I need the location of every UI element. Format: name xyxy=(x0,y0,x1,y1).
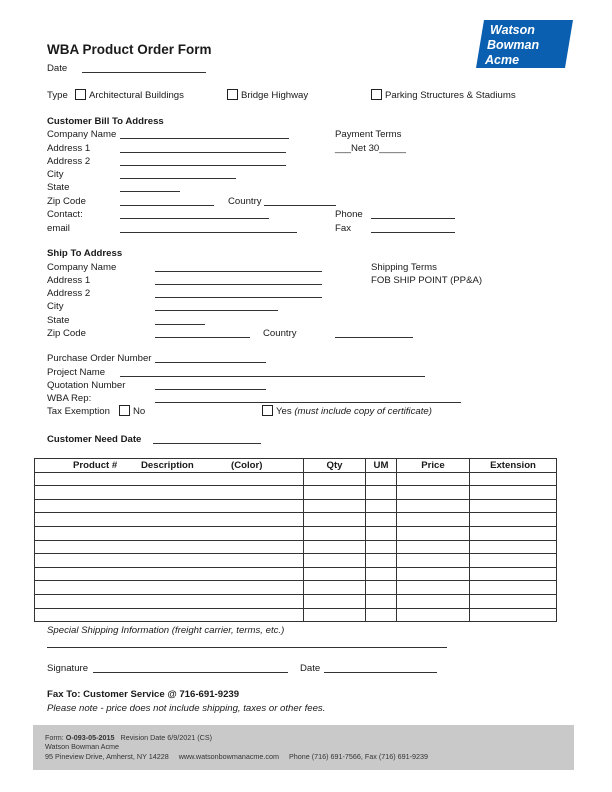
footer-contact: Phone (716) 691-7566, Fax (716) 691-9239 xyxy=(288,752,429,761)
table-cell[interactable] xyxy=(35,581,304,595)
bill-zip-field[interactable] xyxy=(120,205,214,206)
payment-terms-label: Payment Terms xyxy=(335,129,402,140)
table-header-price: Price xyxy=(397,459,470,473)
table-cell[interactable] xyxy=(470,554,557,568)
checkbox-architectural[interactable] xyxy=(75,89,86,100)
table-cell[interactable] xyxy=(35,526,304,540)
need-date-field[interactable] xyxy=(153,443,261,444)
table-cell[interactable] xyxy=(397,540,470,554)
ship-state-field[interactable] xyxy=(155,324,205,325)
table-cell[interactable] xyxy=(470,472,557,486)
logo-text-bowman: Bowman xyxy=(487,38,540,52)
table-row xyxy=(35,499,557,513)
table-header-color: (Color) xyxy=(231,460,263,471)
table-cell[interactable] xyxy=(366,594,397,608)
tax-exemption-label: Tax Exemption xyxy=(47,406,110,417)
special-shipping-field[interactable] xyxy=(47,647,447,648)
table-header-um: UM xyxy=(366,459,397,473)
project-field[interactable] xyxy=(120,376,425,377)
table-cell[interactable] xyxy=(35,513,304,527)
bill-phone-label: Phone xyxy=(335,209,363,220)
option-architectural-label: Architectural Buildings xyxy=(89,90,184,101)
bill-to-heading: Customer Bill To Address xyxy=(47,116,164,127)
logo-text-acme: Acme xyxy=(485,53,520,67)
ship-company-label: Company Name xyxy=(47,262,117,273)
table-cell[interactable] xyxy=(304,567,366,581)
bill-fax-label: Fax xyxy=(335,223,351,234)
bill-state-label: State xyxy=(47,182,70,193)
table-cell[interactable] xyxy=(366,499,397,513)
table-cell[interactable] xyxy=(304,608,366,622)
table-cell[interactable] xyxy=(35,594,304,608)
table-cell[interactable] xyxy=(397,486,470,500)
option-bridge-label: Bridge Highway xyxy=(241,90,309,101)
quotation-field[interactable] xyxy=(155,389,266,390)
footer-website: www.watsonbowmanacme.com xyxy=(178,752,279,761)
table-cell[interactable] xyxy=(397,472,470,486)
table-header-qty: Qty xyxy=(304,459,366,473)
po-label: Purchase Order Number xyxy=(47,353,152,364)
table-cell[interactable] xyxy=(304,581,366,595)
need-date-label: Customer Need Date xyxy=(47,434,142,445)
table-cell[interactable] xyxy=(35,540,304,554)
rep-field[interactable] xyxy=(155,402,461,403)
shipping-fob-value: FOB SHIP POINT (PP&A) xyxy=(371,275,483,286)
table-cell[interactable] xyxy=(366,513,397,527)
table-row xyxy=(35,554,557,568)
bill-address1-field[interactable] xyxy=(120,152,286,153)
type-label: Type xyxy=(47,90,68,101)
table-row xyxy=(35,540,557,554)
ship-country-label: Country xyxy=(263,328,297,339)
table-row xyxy=(35,486,557,500)
bill-address1-label: Address 1 xyxy=(47,143,91,154)
table-cell[interactable] xyxy=(470,526,557,540)
table-cell[interactable] xyxy=(397,567,470,581)
table-header-extension: Extension xyxy=(470,459,557,473)
signature-field[interactable] xyxy=(93,672,288,673)
table-cell[interactable] xyxy=(470,540,557,554)
table-header-description: Description xyxy=(141,460,194,471)
tax-yes-text: Yes xyxy=(276,406,292,417)
tax-yes-label xyxy=(276,406,432,418)
option-parking-label: Parking Structures & Stadiums xyxy=(385,90,516,101)
table-cell[interactable] xyxy=(397,554,470,568)
table-cell[interactable] xyxy=(35,499,304,513)
table-cell[interactable] xyxy=(366,567,397,581)
table-cell[interactable] xyxy=(470,581,557,595)
table-cell[interactable] xyxy=(304,486,366,500)
bill-city-label: City xyxy=(47,169,64,180)
bill-contact-field[interactable] xyxy=(120,218,269,219)
signature-date-label: Date xyxy=(300,663,321,674)
payment-net-value: ___Net 30_____ xyxy=(335,143,406,154)
footer-address-line xyxy=(45,752,428,761)
table-cell[interactable] xyxy=(304,594,366,608)
shipping-terms-label: Shipping Terms xyxy=(371,262,437,273)
checkbox-tax-yes[interactable] xyxy=(262,405,273,416)
table-cell[interactable] xyxy=(35,567,304,581)
table-cell[interactable] xyxy=(304,499,366,513)
ship-state-label: State xyxy=(47,315,70,326)
tax-yes-note: (must include copy of certificate) xyxy=(294,406,432,417)
table-cell[interactable] xyxy=(35,472,304,486)
table-cell[interactable] xyxy=(35,554,304,568)
checkbox-parking[interactable] xyxy=(371,89,382,100)
page-title: WBA Product Order Form xyxy=(47,42,212,57)
ship-country-field[interactable] xyxy=(335,337,413,338)
footer-form-label: Form: xyxy=(45,733,64,742)
bill-company-field[interactable] xyxy=(120,138,289,139)
checkbox-bridge-highway[interactable] xyxy=(227,89,238,100)
date-label: Date xyxy=(47,63,68,74)
fax-to-text: Fax To: Customer Service @ 716-691-9239 xyxy=(47,689,240,700)
footer-company: Watson Bowman Acme xyxy=(45,742,120,751)
table-cell[interactable] xyxy=(35,486,304,500)
table-cell[interactable] xyxy=(366,486,397,500)
table-cell[interactable] xyxy=(366,526,397,540)
bill-city-field[interactable] xyxy=(120,178,236,179)
ship-zip-field[interactable] xyxy=(155,337,250,338)
bill-email-field[interactable] xyxy=(120,232,297,233)
po-field[interactable] xyxy=(155,362,266,363)
bill-zip-label: Zip Code xyxy=(47,196,86,207)
footer-form-line xyxy=(45,733,212,742)
ship-address1-field[interactable] xyxy=(155,284,322,285)
table-row xyxy=(35,608,557,622)
signature-date-field[interactable] xyxy=(324,672,437,673)
table-cell[interactable] xyxy=(470,486,557,500)
ship-company-field[interactable] xyxy=(155,271,322,272)
table-body xyxy=(35,472,557,622)
tax-no-label: No xyxy=(133,406,146,417)
logo-text-watson: Watson xyxy=(490,23,535,37)
table-cell[interactable] xyxy=(470,567,557,581)
table-cell[interactable] xyxy=(304,513,366,527)
products-table xyxy=(34,458,557,622)
footer-revision: Revision Date 6/9/2021 (CS) xyxy=(120,733,213,742)
table-row xyxy=(35,567,557,581)
table-cell[interactable] xyxy=(366,554,397,568)
ship-city-field[interactable] xyxy=(155,310,278,311)
table-cell[interactable] xyxy=(304,472,366,486)
table-row xyxy=(35,594,557,608)
table-cell[interactable] xyxy=(366,581,397,595)
ship-city-label: City xyxy=(47,301,64,312)
rep-label: WBA Rep: xyxy=(47,393,92,404)
footer-band xyxy=(33,725,574,770)
table-cell[interactable] xyxy=(304,540,366,554)
table-cell[interactable] xyxy=(366,608,397,622)
table-cell[interactable] xyxy=(304,526,366,540)
date-field[interactable] xyxy=(82,72,206,73)
table-cell[interactable] xyxy=(397,594,470,608)
ship-zip-label: Zip Code xyxy=(47,328,86,339)
table-cell[interactable] xyxy=(397,499,470,513)
special-shipping-label: Special Shipping Information (freight carrier, terms, etc.) xyxy=(47,625,285,636)
table-cell[interactable] xyxy=(366,472,397,486)
ship-address2-field[interactable] xyxy=(155,297,322,298)
bill-country-label: Country xyxy=(228,196,262,207)
bill-phone-field[interactable] xyxy=(371,218,455,219)
price-note: Please note - price does not include shipping, taxes or other fees. xyxy=(47,703,326,714)
table-row xyxy=(35,581,557,595)
table-header-row xyxy=(35,459,557,473)
table-row xyxy=(35,472,557,486)
table-cell[interactable] xyxy=(397,581,470,595)
footer-form-number: O-093-05-2015 xyxy=(65,733,115,742)
quotation-label: Quotation Number xyxy=(47,380,126,391)
table-cell[interactable] xyxy=(397,526,470,540)
bill-country-field[interactable] xyxy=(264,205,336,206)
bill-address2-label: Address 2 xyxy=(47,156,91,167)
company-logo xyxy=(476,20,573,68)
bill-contact-label: Contact: xyxy=(47,209,83,220)
table-row xyxy=(35,513,557,527)
bill-company-label: Company Name xyxy=(47,129,117,140)
table-row xyxy=(35,526,557,540)
footer-address: 95 Pineview Drive, Amherst, NY 14228 xyxy=(45,752,169,761)
table-cell[interactable] xyxy=(470,513,557,527)
bill-state-field[interactable] xyxy=(120,191,180,192)
ship-to-heading: Ship To Address xyxy=(47,248,123,259)
table-cell[interactable] xyxy=(397,608,470,622)
bill-address2-field[interactable] xyxy=(120,165,286,166)
table-cell[interactable] xyxy=(397,513,470,527)
ship-address2-label: Address 2 xyxy=(47,288,91,299)
table-header-product: Product # xyxy=(73,460,118,471)
bill-fax-field[interactable] xyxy=(371,232,455,233)
ship-address1-label: Address 1 xyxy=(47,275,91,286)
table-header-product-cell xyxy=(35,459,304,473)
signature-label: Signature xyxy=(47,663,89,674)
table-cell[interactable] xyxy=(470,594,557,608)
checkbox-tax-no[interactable] xyxy=(119,405,130,416)
table-cell[interactable] xyxy=(470,608,557,622)
table-cell[interactable] xyxy=(366,540,397,554)
table-cell[interactable] xyxy=(304,554,366,568)
table-cell[interactable] xyxy=(470,499,557,513)
project-label: Project Name xyxy=(47,367,106,378)
bill-email-label: email xyxy=(47,223,70,234)
table-cell[interactable] xyxy=(35,608,304,622)
